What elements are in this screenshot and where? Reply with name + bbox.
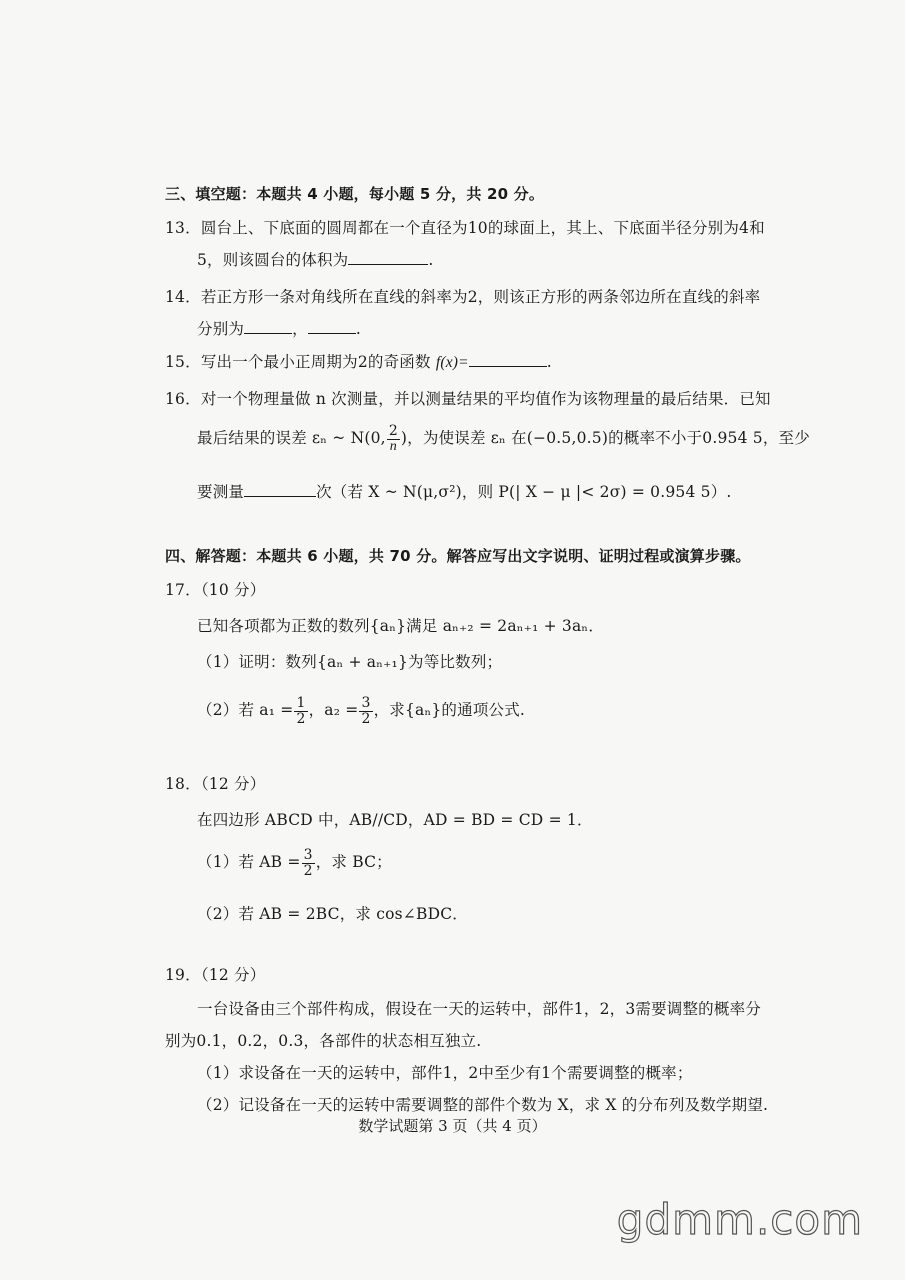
question-16-line-1: 16．对一个物理量做 n 次测量，并以测量结果的平均值作为该物理量的最后结果．已知 [165,390,771,408]
question-18-part-1-a: （1）若 AB = [197,853,301,872]
question-17-part-2-b: ，a₂ = [308,701,359,720]
answer-blank [244,495,316,497]
question-17-part-2 [197,696,525,726]
fraction-numerator: 1 [296,695,306,711]
question-16-text-d: 次（若 X ~ N(μ,σ²)，则 P(| X − μ |< 2σ) = 0.954 5）. [316,483,732,501]
question-13-line-2 [197,248,434,270]
question-14-line-1: 14．若正方形一条对角线所在直线的斜率为2，则该正方形的两条邻边所在直线的斜率 [165,288,761,306]
page-footer: 数学试题第 3 页（共 4 页） [358,1117,547,1135]
question-17-part-2-a: （2）若 a₁ = [197,701,294,720]
fraction-3-over-2 [359,696,372,726]
answer-blank [244,332,292,334]
question-15 [165,350,552,372]
section-4-title: 四、解答题：本题共 6 小题，共 70 分。解答应写出文字说明、证明过程或演算步骤。 [165,547,751,565]
question-19-stem-line-1: 一台设备由三个部件构成，假设在一天的运转中，部件1，2，3需要调整的概率分 [197,1000,761,1018]
fraction-denominator: n [389,438,397,454]
question-16-text-c: 要测量 [197,483,245,501]
function-notation: f(x)= [435,354,469,371]
question-13-line-1: 13．圆台上、下底面的圆周都在一个直径为10的球面上，其上、下底面半径分别为4和 [165,219,765,237]
question-14-line-2 [197,317,361,339]
fraction-3-over-2 [302,848,315,878]
fraction-numerator: 3 [303,847,313,863]
question-19-stem-line-2: 别为0.1，0.2，0.3，各部件的状态相互独立. [165,1032,482,1050]
question-15-text: 15．写出一个最小正周期为2的奇函数 [165,353,431,371]
question-17-stem: 已知各项都为正数的数列{aₙ}满足 aₙ₊₂ = 2aₙ₊₁ + 3aₙ． [197,617,605,635]
answer-blank [348,263,428,265]
question-18-part-1-b: ，求 BC； [315,853,392,872]
answer-blank [308,332,356,334]
fraction-denominator: 2 [303,862,313,879]
section-3-title: 三、填空题：本题共 4 小题，每小题 5 分，共 20 分。 [165,185,545,203]
period: . [546,353,552,371]
question-16-line-2 [197,424,810,454]
question-19-part-1: （1）求设备在一天的运转中，部件1，2中至少有1个需要调整的概率； [197,1064,693,1082]
question-17-header: 17．（10 分） [165,581,266,599]
period: . [428,251,434,269]
question-18-part-2: （2）若 AB = 2BC，求 cos∠BDC． [197,905,468,923]
comma: ， [292,320,308,338]
question-17-part-2-c: ，求{aₙ}的通项公式. [373,701,526,720]
question-18-header: 18．（12 分） [165,775,266,793]
question-16-line-3 [197,480,732,502]
question-17-part-1: （1）证明：数列{aₙ + aₙ₊₁}为等比数列； [197,653,503,671]
period: . [355,320,361,338]
question-19-part-2: （2）记设备在一天的运转中需要调整的部件个数为 X，求 X 的分布列及数学期望. [197,1096,769,1114]
question-16-text-a: 最后结果的误差 εₙ ~ N(0, [197,429,386,448]
question-13-text: 5，则该圆台的体积为 [197,251,349,269]
question-16-text-b: )，为使误差 εₙ 在(−0.5,0.5)的概率不小于0.954 5，至少 [400,429,810,448]
question-18-stem: 在四边形 ABCD 中，AB//CD，AD = BD = CD = 1． [197,811,593,829]
fraction-denominator: 2 [361,710,371,727]
question-14-text: 分别为 [197,320,245,338]
answer-blank [469,365,547,367]
watermark-logo: gdmm.com [616,1195,863,1244]
question-19-header: 19．（12 分） [165,966,266,984]
fraction-1-over-2 [294,696,307,726]
fraction-2-over-n [387,424,400,454]
fraction-denominator: 2 [296,710,306,727]
fraction-numerator: 3 [361,695,371,711]
fraction-numerator: 2 [388,423,398,439]
question-18-part-1 [197,848,392,878]
